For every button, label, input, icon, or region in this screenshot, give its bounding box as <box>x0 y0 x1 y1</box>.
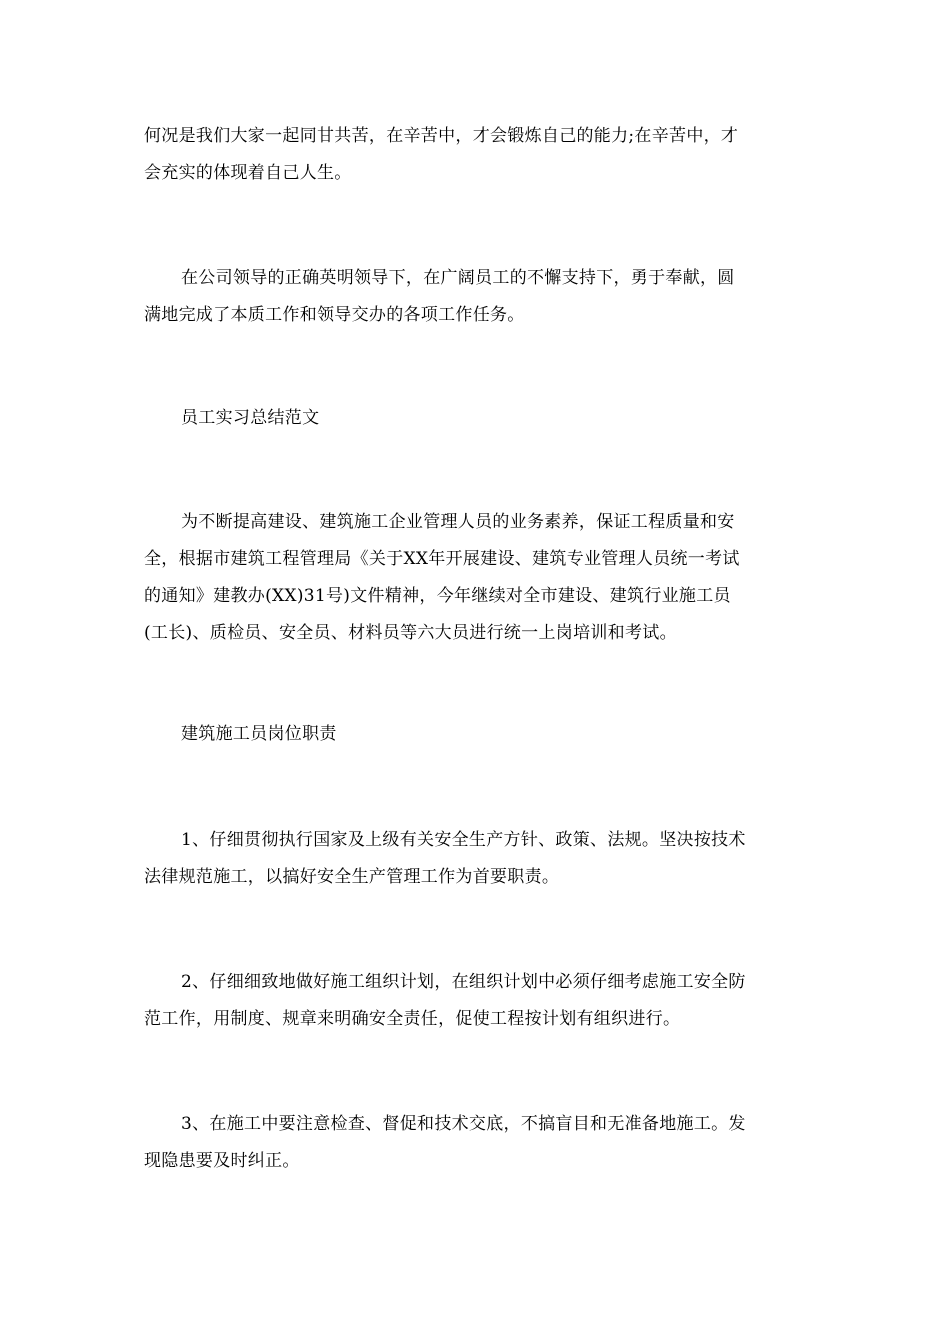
paragraph-line: 的通知》建教办(XX)31号)文件精神，今年继续对全市建设、建筑行业施工员 <box>144 586 731 606</box>
paragraph-line: 会充实的体现着自己人生。 <box>144 163 352 183</box>
paragraph-line: 法律规范施工，以搞好安全生产管理工作为首要职责。 <box>144 867 560 887</box>
section-heading-job-duties <box>144 716 812 753</box>
paragraph-line: 现隐患要及时纠正。 <box>144 1151 300 1171</box>
paragraph-line: (工长)、质检员、安全员、材料员等六大员进行统一上岗培训和考试。 <box>144 623 677 643</box>
heading-line: 建筑施工员岗位职责 <box>181 724 337 744</box>
section-heading-internship-summary <box>144 400 812 437</box>
paragraph-line: 在公司领导的正确英明领导下，在广阔员工的不懈支持下，勇于奉献，圆 <box>181 268 735 288</box>
paragraph-line: 何况是我们大家一起同甘共苦，在辛苦中，才会锻炼自己的能力;在辛苦中，才 <box>144 126 739 146</box>
paragraph-line: 范工作，用制度、规章来明确安全责任，促使工程按计划有组织进行。 <box>144 1009 681 1029</box>
paragraph-line: 为不断提高建设、建筑施工企业管理人员的业务素养，保证工程质量和安 <box>181 512 735 532</box>
paragraph-training <box>144 504 812 652</box>
paragraph-line: 3、在施工中要注意检查、督促和技术交底，不搞盲目和无准备地施工。发 <box>181 1114 746 1134</box>
duty-item-1 <box>144 822 812 896</box>
heading-line: 员工实习总结范文 <box>181 408 320 428</box>
paragraph-continuation <box>144 118 812 192</box>
paragraph-leadership <box>144 260 812 334</box>
paragraph-line: 1、仔细贯彻执行国家及上级有关安全生产方针、政策、法规。坚决按技术 <box>181 830 746 850</box>
paragraph-line: 满地完成了本质工作和领导交办的各项工作任务。 <box>144 305 525 325</box>
paragraph-line: 全，根据市建筑工程管理局《关于XX年开展建设、建筑专业管理人员统一考试 <box>144 549 740 569</box>
paragraph-line: 2、仔细细致地做好施工组织计划，在组织计划中必须仔细考虑施工安全防 <box>181 972 746 992</box>
duty-item-3 <box>144 1106 812 1180</box>
duty-item-2 <box>144 964 812 1038</box>
